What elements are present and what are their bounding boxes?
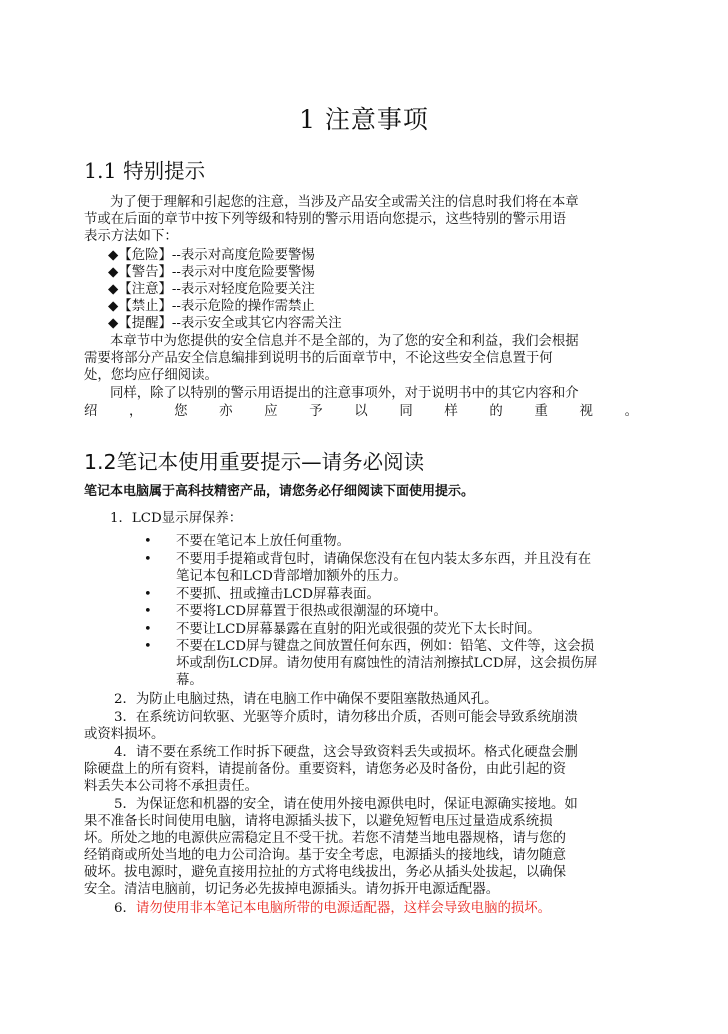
para2-char: 样 xyxy=(444,404,458,419)
tip-6-number: 6． xyxy=(114,901,136,916)
section-heading-1-1: 1.1 特别提示 xyxy=(84,159,206,183)
lcd-item-2-line-2: 笔记本包和LCD背部增加额外的压力。 xyxy=(176,569,407,584)
para2-char: 的 xyxy=(489,404,503,419)
tip-4-line-2: 除硬盘上的所有资料，请提前备份。重要资料，请您务必及时备份，由此引起的资 xyxy=(84,762,567,777)
para2-char: 视 xyxy=(579,404,593,419)
para2-line-2 xyxy=(84,403,638,420)
bold-intro: 笔记本电脑属于高科技精密产品，请您务必仔细阅读下面使用提示。 xyxy=(84,484,475,499)
para2-char: 您 xyxy=(174,404,188,419)
tip-5-line-4: 经销商或所处当地的电力公司洽询。基于安全考虑，电源插头的接地线，请勿随意 xyxy=(84,848,567,863)
intro-line-3: 表示方法如下： xyxy=(84,229,178,244)
tip-5-line-1: 5．为保证您和机器的安全，请在使用外接电源供电时，保证电源确实接地。如 xyxy=(114,797,578,812)
lcd-item-3: 不要抓、扭或撞击LCD屏幕表面。 xyxy=(176,587,380,602)
tip-6 xyxy=(114,900,551,917)
tip-4-line-3: 料丢失本公司将不承担责任。 xyxy=(84,779,259,794)
bullet-dot: • xyxy=(144,534,152,549)
tip-5-line-5: 破坏。拔电源时，避免直接用拉扯的方式将电线拔出，务必从插头处拔起，以确保 xyxy=(84,865,567,880)
bullet-dot: • xyxy=(144,552,152,567)
lcd-item-4: 不要将LCD屏幕置于很热或很潮湿的环境中。 xyxy=(176,604,447,619)
lcd-item-6-line-2: 坏或刮伤LCD屏。请勿使用有腐蚀性的清洁剂擦拭LCD屏，这会损伤屏 xyxy=(176,656,598,671)
bullet-dot: • xyxy=(144,587,152,602)
warning-level-warning: ◆【警告】--表示对中度危险要警惕 xyxy=(108,265,315,280)
para2-char: 绍 xyxy=(84,404,98,419)
para2-char: 予 xyxy=(309,404,323,419)
intro-line-1: 为了便于理解和引起您的注意，当涉及产品安全或需关注的信息时我们将在本章 xyxy=(110,195,579,210)
lcd-item-5: 不要让LCD屏幕暴露在直射的阳光或很强的荧光下太长时间。 xyxy=(176,622,541,637)
warning-level-caution: ◆【注意】--表示对轻度危险要关注 xyxy=(108,282,315,297)
lcd-item-2-line-1: 不要用手提箱或背包时，请确保您没有在包内装太多东西，并且没有在 xyxy=(176,552,592,567)
para2-char: 同 xyxy=(399,404,413,419)
section-heading-1-2: 1.2笔记本使用重要提示—请务必阅读 xyxy=(84,450,425,474)
tip-5-line-3: 坏。所处之地的电源供应需稳定且不受干扰。若您不清楚当地电器规格，请与您的 xyxy=(84,831,567,846)
tip-4-line-1: 4．请不要在系统工作时拆下硬盘，这会导致资料丢失或损坏。格式化硬盘会删 xyxy=(114,745,578,760)
tip-3-line-2: 或资料损坏。 xyxy=(84,727,165,742)
warning-level-reminder: ◆【提醒】--表示安全或其它内容需关注 xyxy=(108,316,342,331)
para2-char: ， xyxy=(129,404,143,419)
bullet-dot: • xyxy=(144,622,152,637)
lcd-care-title: 1．LCD显示屏保养： xyxy=(110,511,243,526)
para2-char: 亦 xyxy=(219,404,233,419)
para1-line-1: 本章节中为您提供的安全信息并不是全部的，为了您的安全和利益，我们会根据 xyxy=(110,334,579,349)
para2-char: 重 xyxy=(534,404,548,419)
lcd-item-6-line-1: 不要在LCD屏与键盘之间放置任何东西，例如：铅笔、文件等，这会损 xyxy=(176,639,595,654)
intro-line-2: 节或在后面的章节中按下列等级和特别的警示用语向您提示，这些特别的警示用语 xyxy=(84,212,567,227)
warning-level-prohibited: ◆【禁止】--表示危险的操作需禁止 xyxy=(108,299,315,314)
bullet-dot: • xyxy=(144,604,152,619)
para1-line-3: 处，您均应仔细阅读。 xyxy=(84,368,218,383)
lcd-item-6-line-3: 幕。 xyxy=(176,673,203,688)
tip-2: 2．为防止电脑过热，请在电脑工作中确保不要阻塞散热通风孔。 xyxy=(114,692,498,707)
bullet-dot: • xyxy=(144,639,152,654)
para2-char: 以 xyxy=(354,404,368,419)
para1-line-2: 需要将部分产品安全信息编排到说明书的后面章节中，不论这些安全信息置于何 xyxy=(84,351,553,366)
warning-level-danger: ◆【危险】--表示对高度危险要警惕 xyxy=(108,248,315,263)
tip-6-warning-text: 请勿使用非本笔记本电脑所带的电源适配器，这样会导致电脑的损坏。 xyxy=(135,901,552,916)
para2-line-1: 同样，除了以特别的警示用语提出的注意事项外，对于说明书中的其它内容和介 xyxy=(110,386,579,401)
tip-5-line-2: 果不准备长时间使用电脑，请将电源插头拔下，以避免短暂电压过量造成系统损 xyxy=(84,814,553,829)
para2-char: 应 xyxy=(264,404,278,419)
para2-char: 。 xyxy=(624,404,638,419)
lcd-item-1: 不要在笔记本上放任何重物。 xyxy=(176,534,351,549)
chapter-title: 1 注意事项 xyxy=(299,105,429,134)
tip-3-line-1: 3．在系统访问软驱、光驱等介质时，请勿移出介质，否则可能会导致系统崩溃 xyxy=(114,710,578,725)
tip-5-line-6: 安全。清洁电脑前，切记务必先拔掉电源插头。请勿拆开电源适配器。 xyxy=(84,882,500,897)
